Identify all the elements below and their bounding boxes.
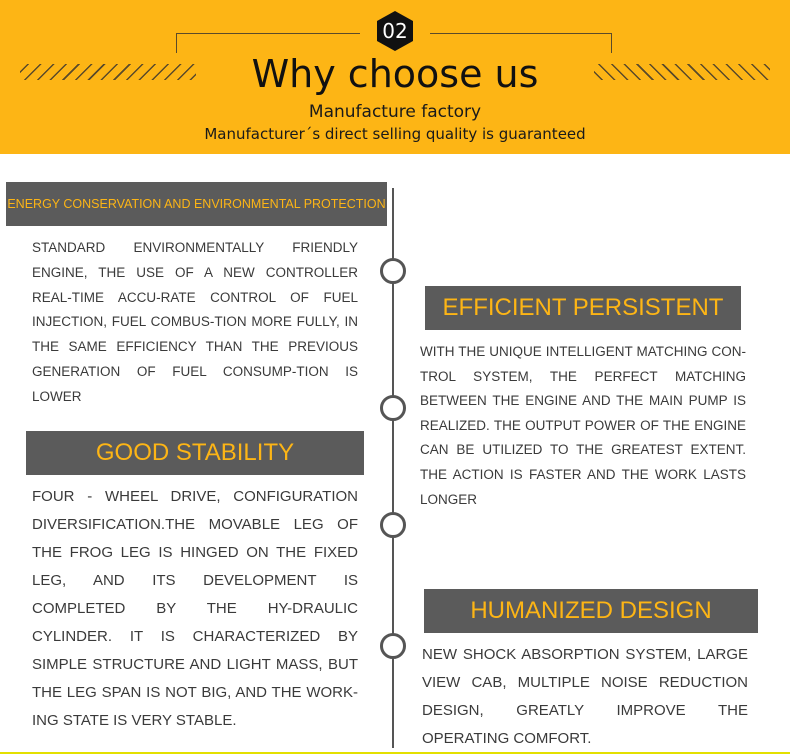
frame-line-left [176,33,360,34]
feature-body-efficient: WITH THE UNIQUE INTELLIGENT MATCHING CON-TROL SYSTEM, THE PERFECT MATCHING BETWEEN THE ENGINE AND THE MAIN PUMP IS REALIZED. THE OUTPUT POWER OF THE ENGINE CAN BE UTILIZED TO THE GREATEST EXTENT. THE ACTION IS FASTER AND THE WORK LASTS LONGER [420,344,746,507]
timeline-node [380,258,406,284]
frame-tick-left [176,33,177,53]
timeline-node [380,633,406,659]
timeline-node [380,512,406,538]
timeline-node [380,395,406,421]
feature-heading-stability: GOOD STABILITY [26,431,364,475]
feature-body-energy: STANDARD ENVIRONMENTALLY FRIENDLY ENGINE, THE USE OF A NEW CONTROLLER REAL-TIME ACCU-RATE CONTROL OF FUEL INJECTION, FUEL COMBUS-TION MORE FULLY, IN THE SAME EFFICIENCY THAN THE PREVIOUS GENERATION OF FUEL CONSUMP-TION IS LOWER [32,240,358,404]
feature-heading-energy: ENERGY CONSERVATION AND ENVIRONMENTAL PROTECTION [6,182,387,226]
feature-body-humanized: NEW SHOCK ABSORPTION SYSTEM, LARGE VIEW CAB, MULTIPLE NOISE REDUCTION DESIGN, GREATLY IMPROVE THE OPERATING COMFORT. [422,646,748,747]
frame-line-right [430,33,612,34]
section-number: 02 [382,19,408,43]
page-title: Why choose us [251,52,539,96]
page-tagline: Manufacturer´s direct selling quality is guaranteed [204,125,586,143]
page-subtitle: Manufacture factory [308,102,482,122]
feature-heading-humanized: HUMANIZED DESIGN [424,589,758,633]
feature-body-stability: FOUR - WHEEL DRIVE, CONFIGURATION DIVERSIFICATION.THE MOVABLE LEG OF THE FROG LEG IS HINGED ON THE FIXED LEG, AND ITS DEVELOPMENT IS COMPLETED BY THE HY-DRAULIC CYLINDER. IT IS CHARACTERIZED BY SIMPLE STRUCTURE AND LIGHT MASS, BUT THE LEG SPAN IS NOT BIG, AND THE WORK-ING STATE IS VERY STABLE. [32,488,358,729]
frame-tick-right [611,33,612,53]
feature-heading-efficient: EFFICIENT PERSISTENT [425,286,741,330]
